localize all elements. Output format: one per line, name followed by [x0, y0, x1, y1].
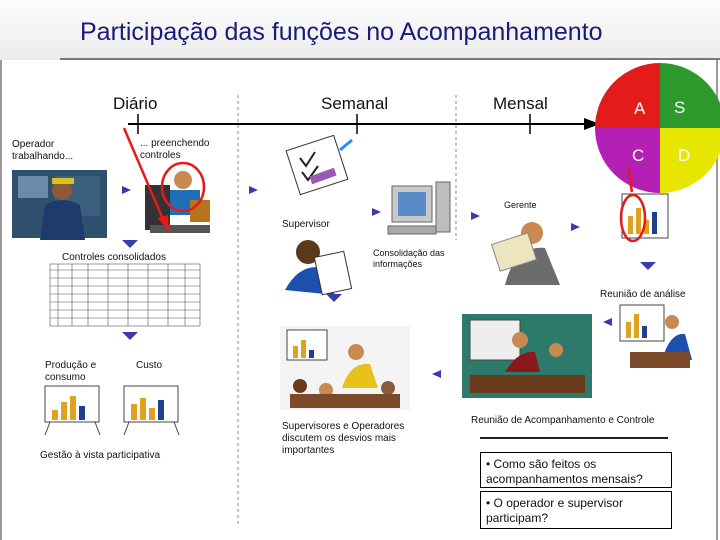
- label-gerente: Gerente: [504, 200, 537, 210]
- pdca-s: S: [674, 98, 686, 117]
- consolidated-table: [50, 264, 200, 326]
- pdca-c: C: [632, 146, 645, 165]
- pdca-wheel: [595, 63, 720, 193]
- label-operador: Operador trabalhando...: [12, 139, 74, 162]
- pdca-d: D: [678, 146, 691, 165]
- board-custo: [124, 386, 179, 435]
- label-producao: Produção e consumo: [45, 360, 97, 383]
- label-preenchendo: ... preenchendo controles: [140, 138, 210, 161]
- manager-illustration: [492, 222, 560, 285]
- label-gestao: Gestão à vista participativa: [40, 450, 161, 461]
- label-supervisor: Supervisor: [282, 219, 330, 230]
- label-consolidacao: Consolidação das informações: [373, 248, 445, 269]
- board-producao: [45, 386, 100, 435]
- label-reuniao-analise: Reunião de análise: [600, 289, 686, 300]
- page-title: Participação das funções no Acompanhamento: [80, 18, 603, 46]
- question-box-2: • O operador e supervisor participam?: [480, 491, 672, 529]
- label-supervisores: Supervisores e Operadores discutem os desvios mais importantes: [282, 421, 405, 456]
- question-box-1: • Como são feitos os acompanhamentos mensais?: [480, 452, 672, 488]
- period-semanal: Semanal: [321, 94, 389, 113]
- label-reuniao-acomp: Reunião de Acompanhamento e Controle: [471, 415, 655, 426]
- period-mensal: Mensal: [493, 94, 548, 113]
- label-custo: Custo: [136, 360, 163, 371]
- period-diario: Diário: [113, 94, 158, 113]
- clipboard-illustration: [286, 135, 352, 194]
- pdca-a: A: [634, 99, 646, 118]
- supervisor-illustration: [285, 240, 352, 295]
- monthly-meeting-illustration: [462, 314, 592, 398]
- computer-illustration: [388, 182, 450, 234]
- analysis-meeting-illustration: [620, 305, 692, 368]
- label-controles: Controles consolidados: [62, 252, 166, 263]
- weekly-meeting-illustration: [280, 326, 410, 410]
- operator-illustration: [12, 170, 107, 240]
